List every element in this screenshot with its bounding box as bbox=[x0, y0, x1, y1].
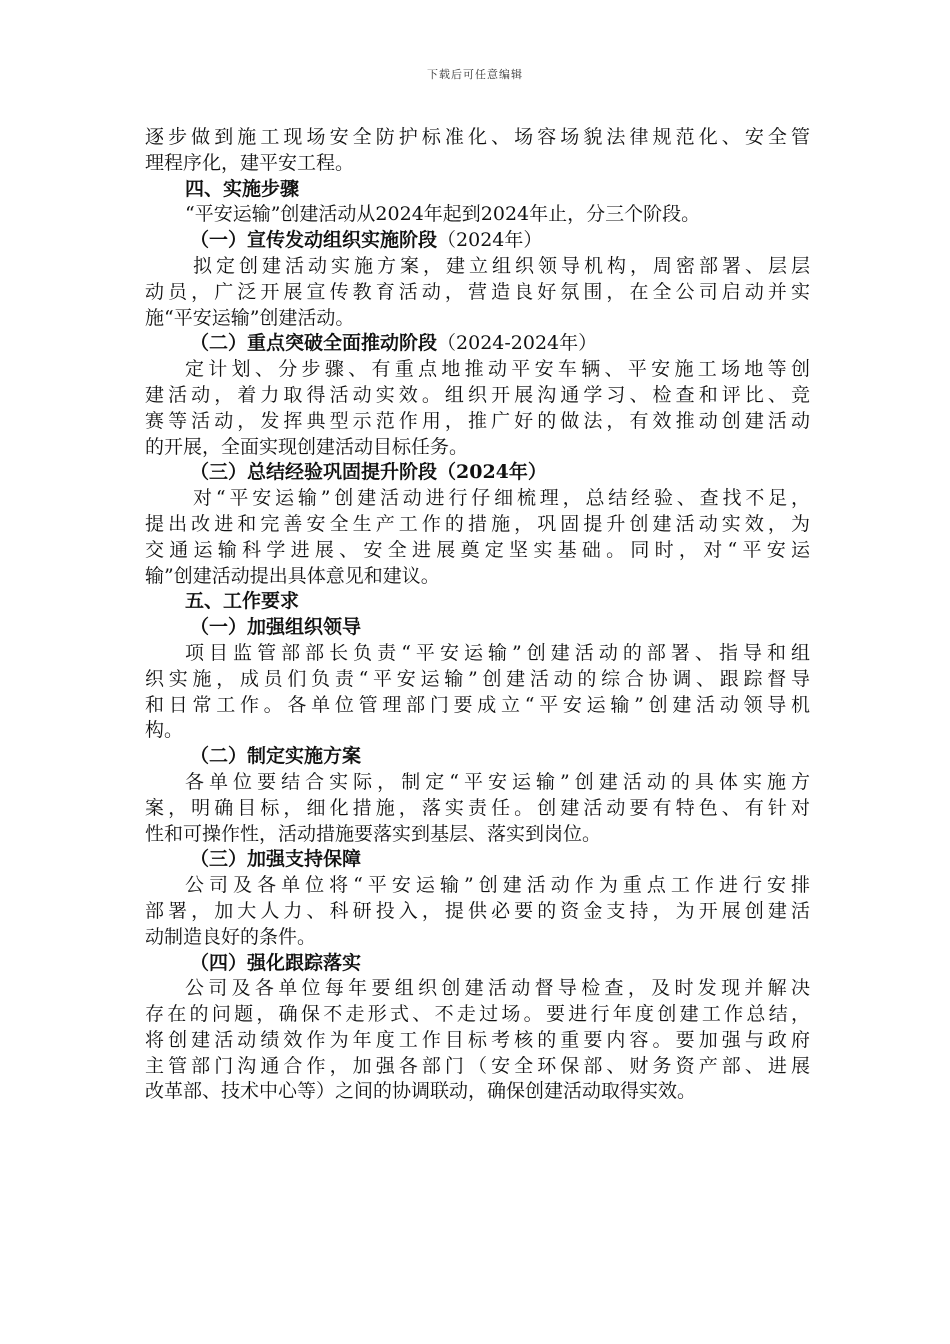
paragraph-line: 公司及各单位每年要组织创建活动督导检查，及时发现并解决 bbox=[185, 977, 810, 1000]
paragraph-line: 赛等活动，发挥典型示范作用，推广好的做法，有效推动创建活动 bbox=[145, 409, 810, 432]
paragraph-line: 主管部门沟通合作，加强各部门（安全环保部、财务资产部、进展 bbox=[145, 1054, 810, 1077]
paragraph-line: 定计划、分步骤、有重点地推动平安车辆、平安施工场地等创 bbox=[185, 358, 810, 381]
paragraph-line: 部署，加大人力、科研投入，提供必要的资金支持，为开展创建活 bbox=[145, 899, 810, 922]
paragraph-line: 项目监管部部长负责“平安运输”创建活动的部署、指导和组 bbox=[185, 641, 810, 664]
paragraph-line: 的开展，全面实现创建活动目标任务。 bbox=[145, 435, 469, 458]
paragraph-line: 施“平安运输”创建活动。 bbox=[145, 306, 355, 329]
paragraph-line: 建活动，着力取得活动实效。组织开展沟通学习、检查和评比、竞 bbox=[145, 383, 810, 406]
subsection-heading: （一）加强组织领导 bbox=[190, 616, 362, 639]
subsection-heading bbox=[145, 331, 810, 357]
paragraph-line: 和日常工作。各单位管理部门要成立“平安运输”创建活动领导机 bbox=[145, 693, 810, 716]
paragraph-line: 将创建活动绩效作为年度工作目标考核的重要内容。要加强与政府 bbox=[145, 1028, 810, 1051]
paragraph-line: 织实施，成员们负责“平安运输”创建活动的综合协调、跟踪督导 bbox=[145, 667, 810, 690]
subsection-title: （二）重点突破全面推动阶段 bbox=[190, 332, 438, 355]
paragraph-line: 对“平安运输”创建活动进行仔细梳理，总结经验、查找不足， bbox=[193, 487, 810, 510]
subsection-year: （2024年） bbox=[437, 229, 543, 252]
document-body bbox=[145, 125, 810, 1105]
subsection-heading: （四）强化跟踪落实 bbox=[190, 951, 362, 974]
paragraph-line: 改革部、技术中心等）之间的协调联动，确保创建活动取得实效。 bbox=[145, 1080, 697, 1103]
subsection-heading: （三）总结经验巩固提升阶段（2024年） bbox=[190, 461, 547, 484]
paragraph-line: 输”创建活动提出具体意见和建议。 bbox=[145, 564, 440, 587]
subsection-heading bbox=[145, 228, 810, 254]
paragraph-line: 拟定创建活动实施方案，建立组织领导机构，周密部署、层层 bbox=[193, 254, 810, 277]
subsection-year: （2024-2024年） bbox=[437, 332, 598, 355]
paragraph-line: 各单位要结合实际，制定“平安运输”创建活动的具体实施方 bbox=[185, 770, 810, 793]
paragraph-line: 动制造良好的条件。 bbox=[145, 925, 317, 948]
page-header: 下载后可任意编辑 bbox=[427, 68, 523, 81]
paragraph-line: 构。 bbox=[145, 719, 184, 742]
paragraph-line: 动员，广泛开展宣传教育活动，营造良好氛围，在全公司启动并实 bbox=[145, 280, 810, 303]
paragraph-line: “平安运输”创建活动从2024年起到2024年止，分三个阶段。 bbox=[185, 203, 701, 226]
subsection-heading: （三）加强支持保障 bbox=[190, 848, 362, 871]
paragraph-line: 案，明确目标，细化措施，落实责任。创建活动要有特色、有针对 bbox=[145, 796, 810, 819]
paragraph-line: 理程序化，建平安工程。 bbox=[145, 151, 355, 174]
paragraph-line: 存在的问题，确保不走形式、不走过场。要进行年度创建工作总结， bbox=[145, 1003, 810, 1026]
paragraph-line: 交通运输科学进展、安全进展奠定坚实基础。同时，对“平安运 bbox=[145, 538, 810, 561]
subsection-title: （一）宣传发动组织实施阶段 bbox=[190, 229, 438, 252]
paragraph-line: 逐步做到施工现场安全防护标准化、场容场貌法律规范化、安全管 bbox=[145, 126, 810, 148]
paragraph-line: 提出改进和完善安全生产工作的措施，巩固提升创建活动实效，为 bbox=[145, 512, 810, 535]
paragraph-line: 性和可操作性，活动措施要落实到基层、落实到岗位。 bbox=[145, 822, 602, 845]
subsection-heading: （二）制定实施方案 bbox=[190, 745, 362, 768]
section-heading: 四、实施步骤 bbox=[185, 177, 300, 200]
paragraph-line: 公司及各单位将“平安运输”创建活动作为重点工作进行安排 bbox=[185, 874, 810, 897]
section-heading: 五、工作要求 bbox=[185, 590, 300, 613]
